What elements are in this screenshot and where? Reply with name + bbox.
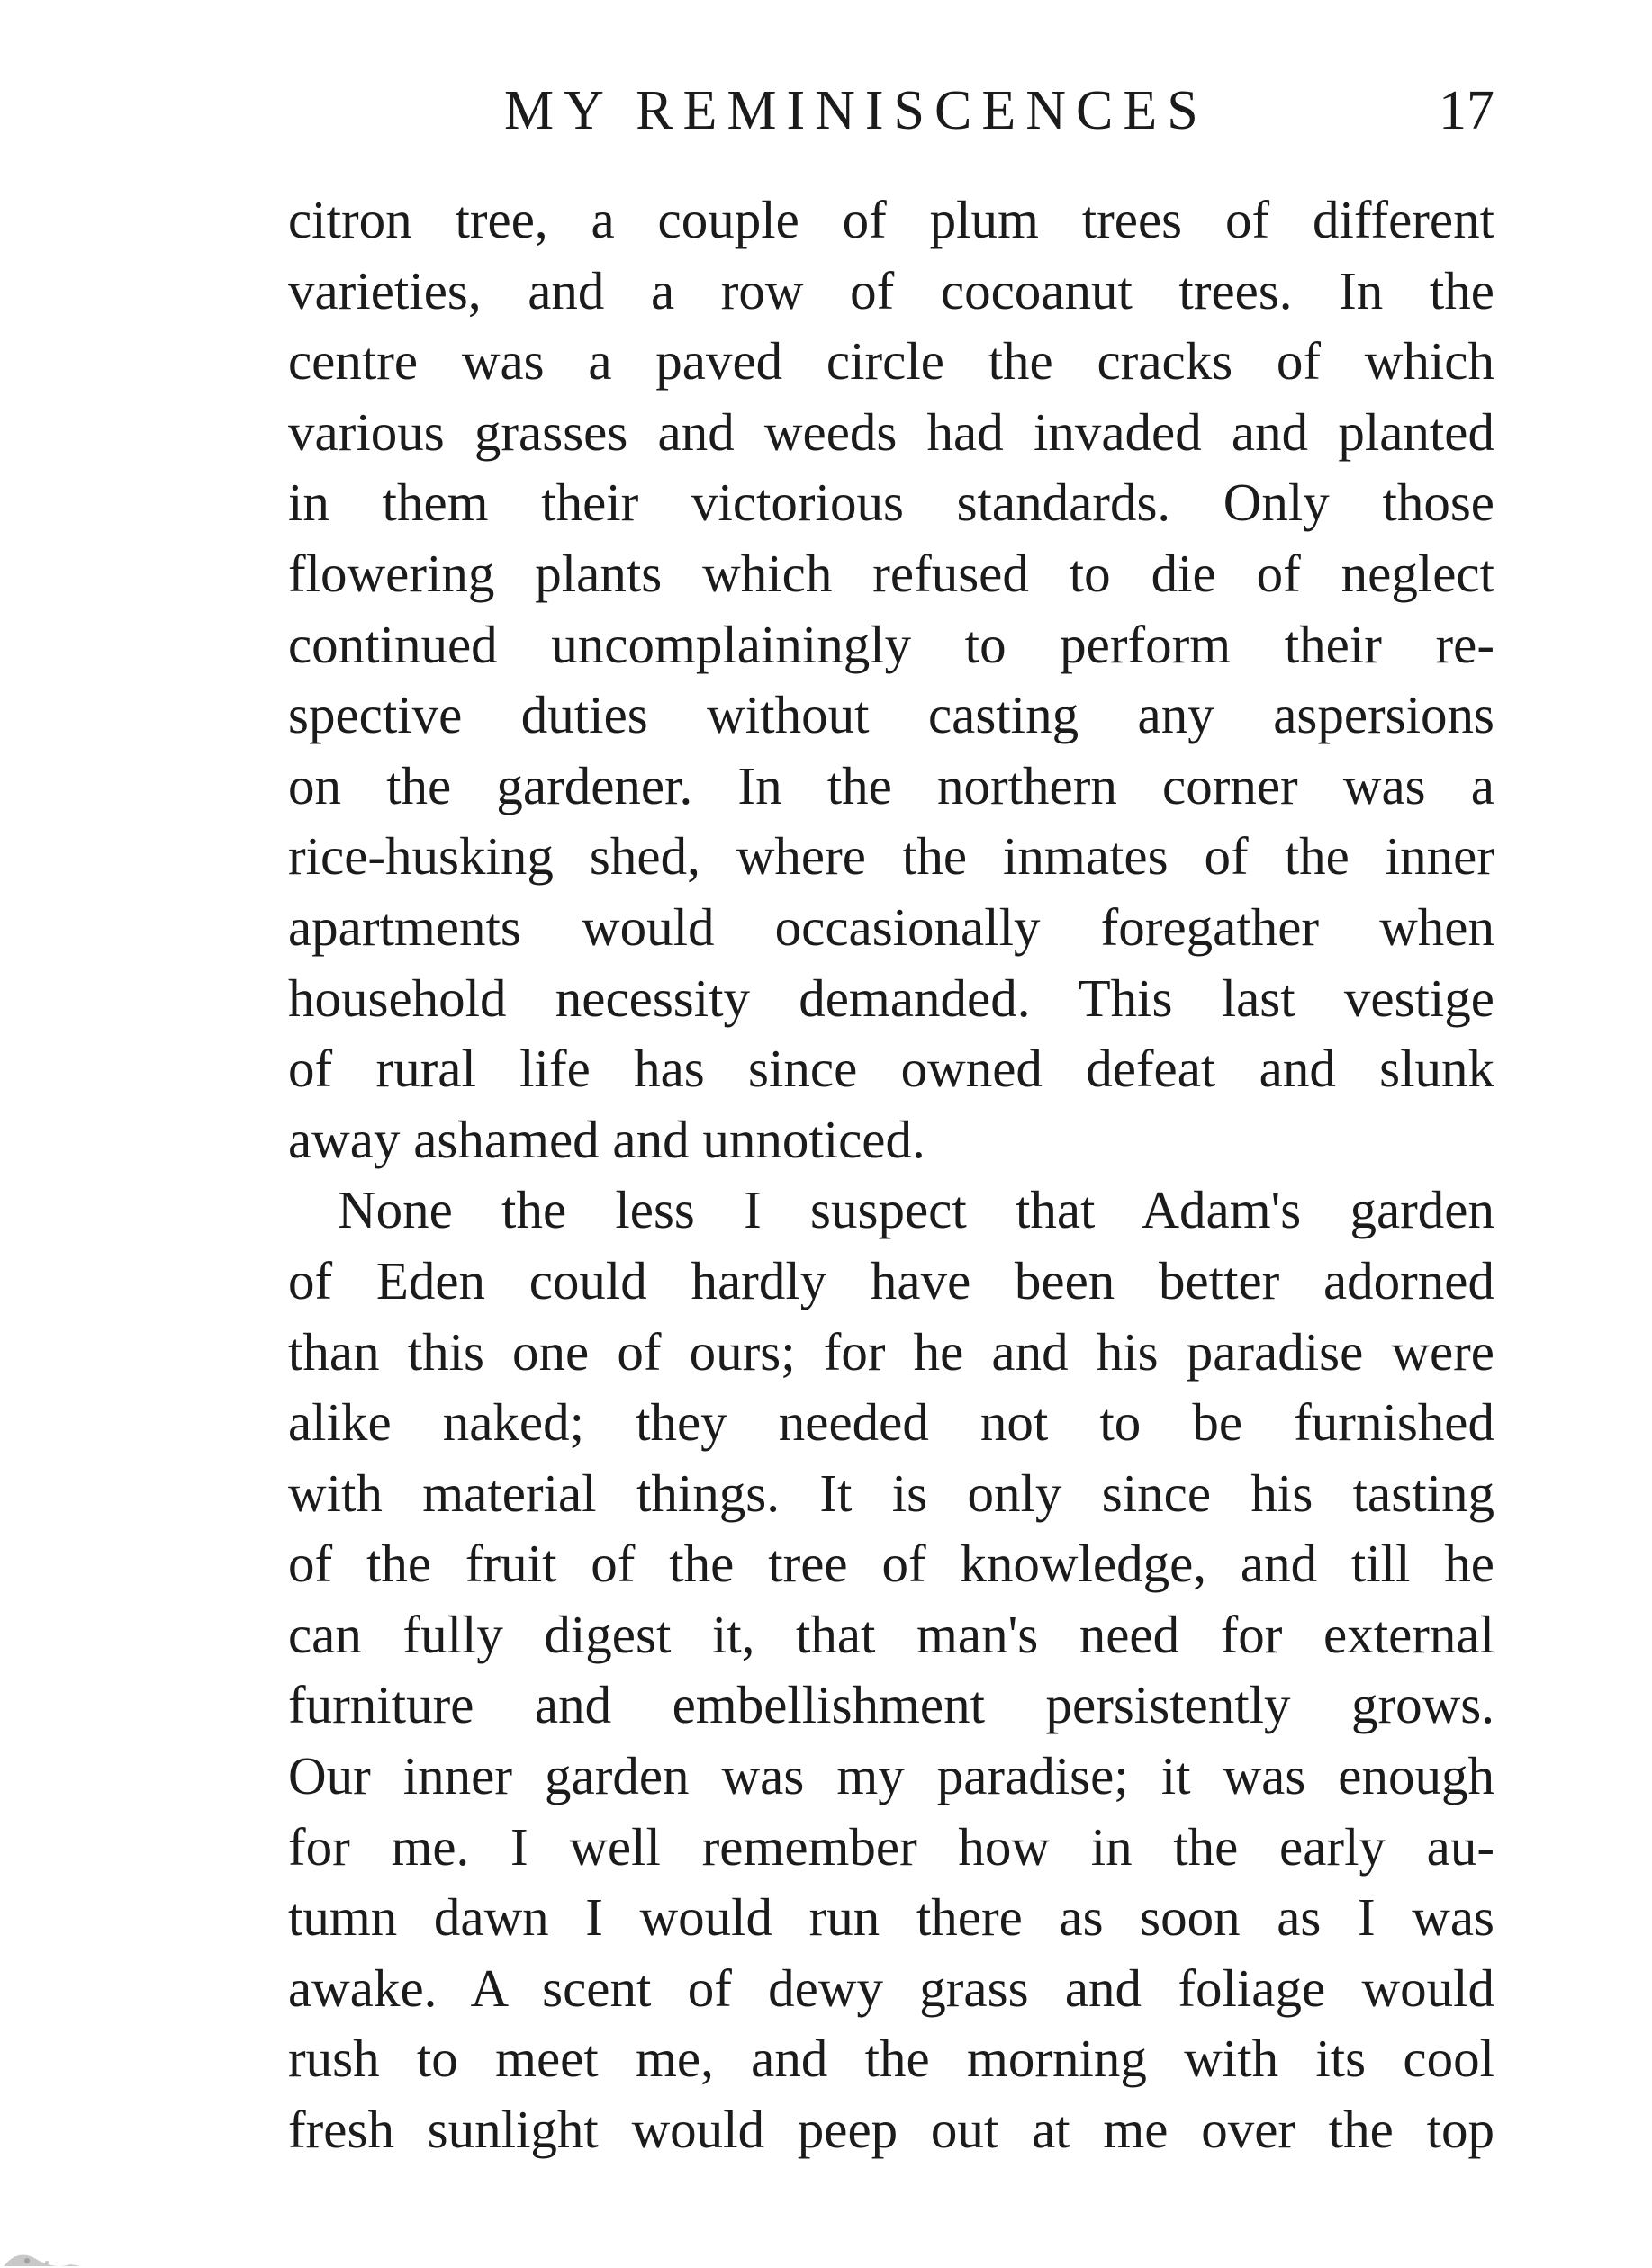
text-line: Our inner garden was my paradise; it was enough <box>288 1746 1494 1806</box>
text-line: rush to meet me, and the morning with its cool <box>288 2029 1494 2089</box>
text-line: can fully digest it, that man's need for external <box>288 1604 1494 1664</box>
text-line: of rural life has since owned defeat and slunk <box>288 1039 1494 1099</box>
text-line: for me. I well remember how in the early au- <box>288 1816 1494 1876</box>
text-line: away ashamed and unnoticed. <box>288 1109 925 1169</box>
text-line: with material things. It is only since his tasting <box>288 1462 1494 1523</box>
text-line: tumn dawn I would run there as soon as I was <box>288 1887 1494 1948</box>
page-number: 17 <box>1439 80 1494 141</box>
paragraph-2 <box>288 1174 1494 2164</box>
text-line: None the less I suspect that Adam's garden <box>338 1180 1494 1240</box>
running-head <box>288 70 1494 151</box>
text-line: continued uncomplainingly to perform their re- <box>288 614 1494 674</box>
text-line: in them their victorious standards. Only those <box>288 472 1494 533</box>
text-line: fresh sunlight would peep out at me over the top <box>288 2100 1494 2160</box>
paragraph-1 <box>288 184 1494 1174</box>
text-line: awake. A scent of dewy grass and foliage would <box>288 1958 1494 2018</box>
body-text <box>288 184 1494 2165</box>
text-line: of Eden could hardly have been better adorned <box>288 1250 1494 1310</box>
text-line: alike naked; they needed not to be furnished <box>288 1392 1494 1453</box>
running-title: MY REMINISCENCES <box>504 80 1208 141</box>
text-line: varieties, and a row of cocoanut trees. In the <box>288 260 1494 320</box>
text-line: of the fruit of the tree of knowledge, and till he <box>288 1534 1494 1594</box>
scan-speck-mark <box>0 2232 126 2268</box>
text-line: rice-husking shed, where the inmates of the inner <box>288 826 1494 886</box>
text-line: citron tree, a couple of plum trees of different <box>288 190 1494 249</box>
text-line: apartments would occasionally foregather when <box>288 896 1494 957</box>
text-line: various grasses and weeds had invaded and planted <box>288 401 1494 462</box>
text-line: flowering plants which refused to die of neglect <box>288 543 1494 603</box>
text-line: household necessity demanded. This last vestige <box>288 968 1494 1028</box>
text-line: furniture and embellishment persistently grows. <box>288 1675 1494 1735</box>
text-line: on the gardener. In the northern corner was a <box>288 755 1494 815</box>
text-line: spective duties without casting any aspersions <box>288 685 1494 745</box>
text-line: than this one of ours; for he and his paradise were <box>288 1321 1494 1382</box>
text-line: centre was a paved circle the cracks of which <box>288 331 1494 392</box>
